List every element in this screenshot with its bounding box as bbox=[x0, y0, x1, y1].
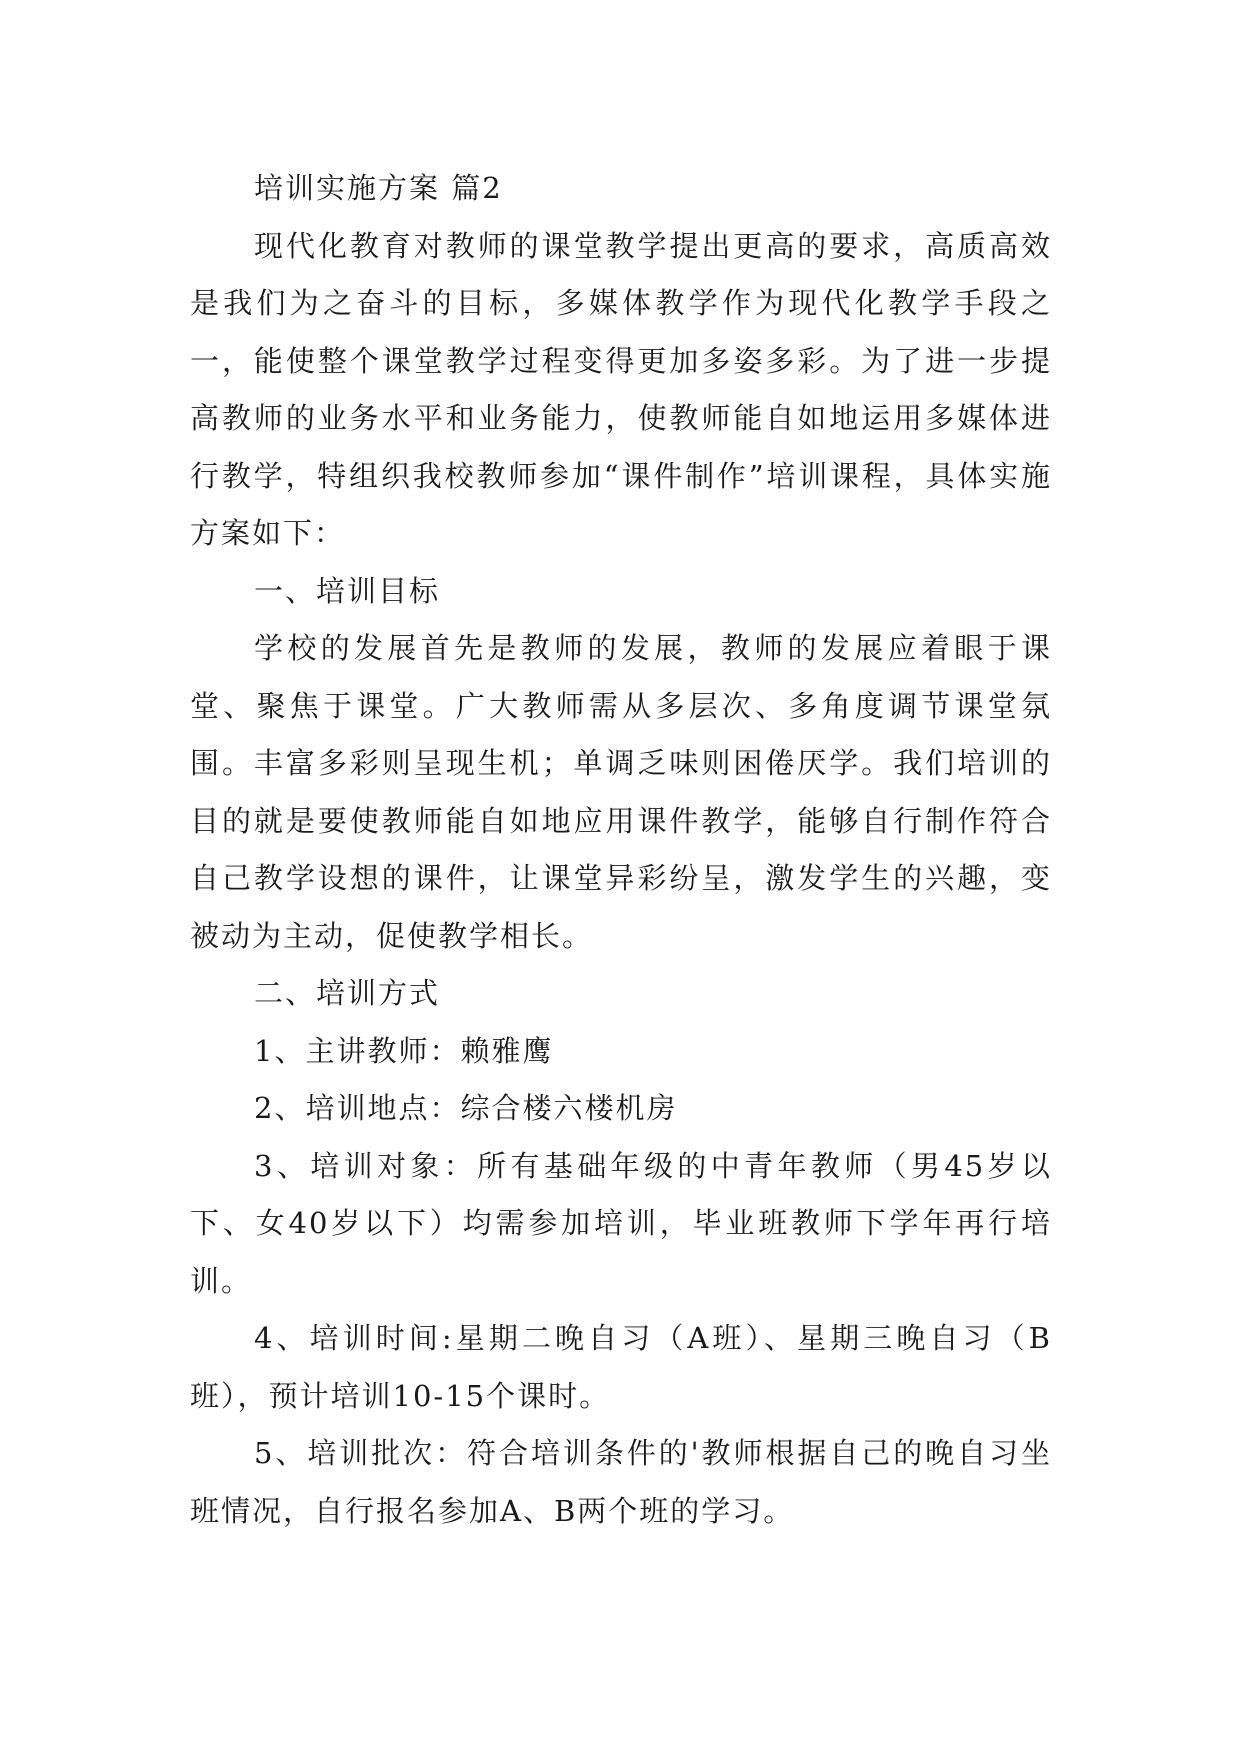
list-item-batches: 5、培训批次：符合培训条件的'教师根据自己的晚自习坐班情况，自行报名参加A、B两个班的学习。 bbox=[190, 1436, 1052, 1528]
list-item-lecturer: 1、主讲教师：赖雅鹰 bbox=[254, 1033, 554, 1068]
list-item-schedule: 4、培训时间:星期二晚自习（A班）、星期三晚自习（B班），预计培训10-15个课时。 bbox=[190, 1321, 1052, 1413]
section-heading-training-goal: 一、培训目标 bbox=[254, 573, 441, 608]
section-heading-training-method: 二、培训方式 bbox=[254, 976, 441, 1010]
intro-paragraph: 现代化教育对教师的课堂教学提出更高的要求，高质高效是我们为之奋斗的目标，多媒体教学作为现代化教学手段之一，能使整个课堂教学过程变得更加多姿多彩。为了进一步提高教师的业务水平和业务能力，使教师能自如地运用多媒体进行教学，特组织我校教师参加“课件制作”培训课程，具体实施方案如下： bbox=[190, 228, 1052, 550]
list-item-audience: 3、培训对象：所有基础年级的中青年教师（男45岁以下、女40岁以下）均需参加培训，毕业班教师下学年再行培训。 bbox=[190, 1148, 1052, 1298]
list-item-location: 2、培训地点：综合楼六楼机房 bbox=[254, 1091, 678, 1125]
document-title: 培训实施方案 篇2 bbox=[254, 171, 503, 205]
training-goal-paragraph: 学校的发展首先是教师的发展，教师的发展应着眼于课堂、聚焦于课堂。广大教师需从多层次、多角度调节课堂氛围。丰富多彩则呈现生机；单调乏味则困倦厌学。我们培训的目的就是要使教师能自如地应用课件教学，能够自行制作符合自己教学设想的课件，让课堂异彩纷呈，激发学生的兴趣，变被动为主动，促使教学相长。 bbox=[190, 631, 1052, 953]
document-body bbox=[190, 160, 1052, 1540]
